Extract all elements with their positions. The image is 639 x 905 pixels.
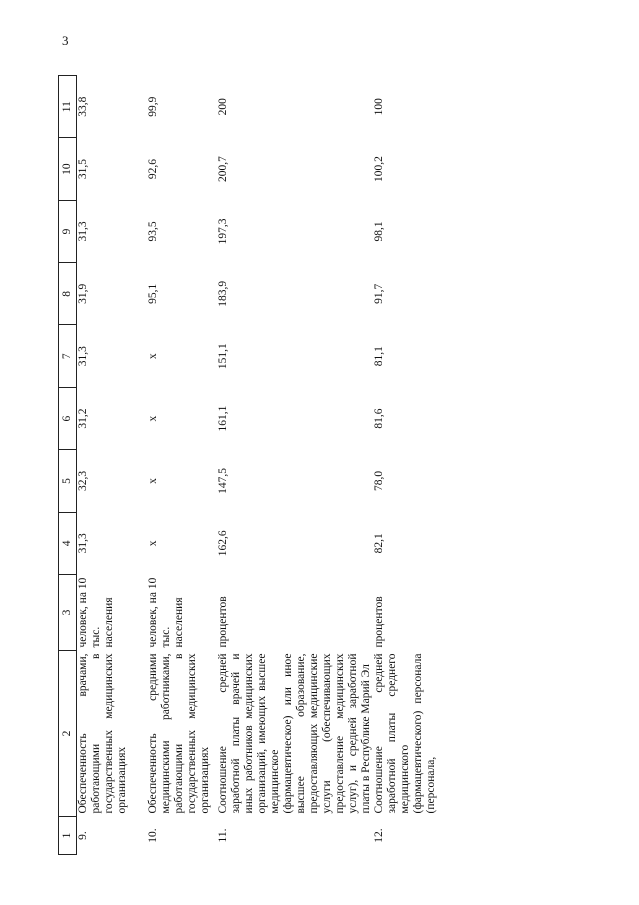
value-cell: 151,1 [217,343,229,370]
value-cell: 31,5 [77,159,89,180]
value-cell: 78,0 [373,470,385,491]
value-cell: 91,7 [373,283,385,304]
value-cell: 100,2 [373,156,385,182]
value-cell: 200 [217,98,229,116]
value-cell: 100 [373,98,385,116]
value-cell: 183,9 [217,280,229,307]
indicator-name: Обеспеченность средними медицинскими работниками, работающими в государственных медицинских организациях [147,653,211,814]
value-cell: 147,5 [217,468,229,494]
value-cell: 95,1 [147,283,159,304]
header-cell: 9 [59,200,77,262]
header-cell: 5 [59,450,77,512]
value-cell: х [147,353,159,360]
value-cell: 31,3 [77,533,89,554]
value-cell: 31,3 [77,346,89,367]
value-cell: 98,1 [373,221,385,242]
header-cell: 2 [59,651,77,817]
header-cell: 10 [59,138,77,200]
indicator-name: Обеспеченность врачами, работающими в государственных медицинских организациях [77,653,128,814]
header-cell: 3 [59,575,77,651]
indicator-name: Соотношение средней заработной платы врачей и иных работников медицинских организаций, имеющих высшее медицинское (фармацевтическое) или иное высшее образование, предоставляющих медицинские услуги (обеспечивающих предоставление медицинских услуг), и средней заработной платы в Республике Марий Эл [217,653,372,814]
value-cell: 31,3 [77,221,89,242]
value-cell: 162,6 [217,530,229,557]
unit-cell: человек, на 10 тыс. населения [147,577,185,648]
value-cell: 99,9 [147,96,159,117]
table-row [217,76,373,855]
value-cell: 31,2 [77,408,89,429]
indicators-table [58,75,471,855]
header-cell: 11 [59,76,77,138]
unit-cell: процентов [217,596,229,648]
table-row [77,76,148,855]
row-number: 12. [373,828,385,843]
value-cell: 81,1 [373,346,385,367]
value-cell: х [147,415,159,422]
header-cell: 6 [59,387,77,449]
row-number: 9. [77,831,89,840]
value-cell: х [147,540,159,547]
value-cell: 31,9 [77,283,89,304]
header-cell: 8 [59,263,77,325]
rotated-table-container [0,55,639,885]
unit-cell: человек, на 10 тыс. населения [77,577,115,648]
value-cell: 93,5 [147,221,159,242]
table-row [147,76,217,855]
header-cell: 7 [59,325,77,387]
value-cell: 32,3 [77,470,89,491]
table-row [373,76,471,855]
table-header-row [59,76,77,855]
header-cell: 1 [59,817,77,855]
indicator-name: Соотношение средней заработной платы среднего медицинского (фармацевтического) персонала (персонала, [373,653,437,814]
header-cell: 4 [59,512,77,574]
value-cell: 200,7 [217,156,229,182]
unit-cell: процентов [373,596,385,648]
value-cell: 33,8 [77,96,89,117]
value-cell: 161,1 [217,405,229,432]
value-cell: 81,6 [373,408,385,429]
value-cell: 197,3 [217,218,229,245]
page-number: 3 [62,33,69,48]
row-number: 10. [147,828,159,843]
value-cell: 92,6 [147,159,159,180]
value-cell: 82,1 [373,533,385,554]
row-number: 11. [217,828,229,843]
value-cell: х [147,478,159,484]
